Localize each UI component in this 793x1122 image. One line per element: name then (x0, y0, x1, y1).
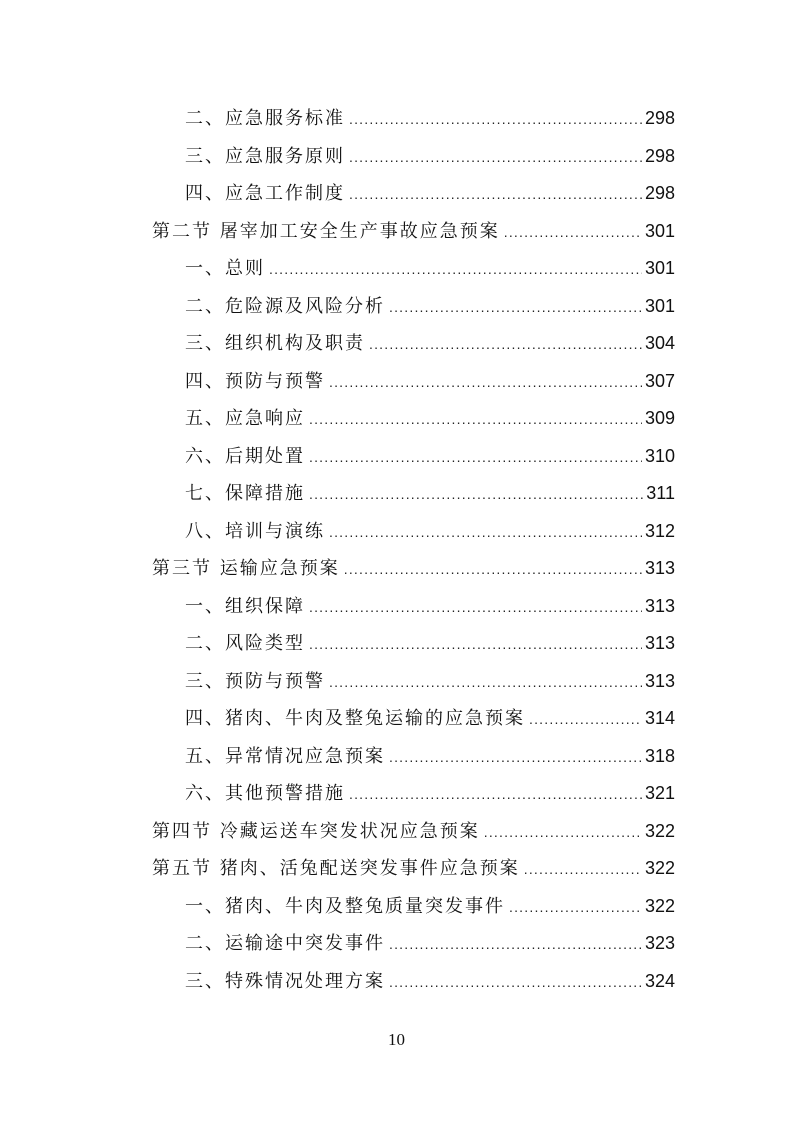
toc-leader-dots (389, 739, 642, 777)
toc-leader-dots (349, 101, 642, 139)
toc-subsection-entry[interactable] (152, 963, 675, 1001)
toc-entry-page: 301 (644, 295, 675, 316)
toc-entry-page: 313 (644, 633, 675, 653)
toc-entry-title: 四、应急工作制度 (185, 183, 345, 204)
toc-leader-dots (309, 476, 643, 514)
toc-subsection-entry[interactable] (152, 438, 675, 476)
toc-entry-page: 313 (644, 595, 675, 616)
toc-entry-title: 八、培训与演练 (185, 520, 325, 542)
toc-section-entry[interactable] (152, 213, 675, 251)
toc-leader-dots (329, 364, 642, 402)
toc-leader-dots (504, 214, 642, 252)
toc-entry-page: 313 (644, 558, 675, 578)
toc-entry-title: 六、后期处置 (185, 445, 305, 467)
toc-entry-page: 314 (644, 708, 675, 728)
toc-subsection-entry[interactable] (152, 400, 675, 438)
toc-entry-title: 三、组织机构及职责 (185, 333, 365, 354)
toc-leader-dots (349, 176, 642, 214)
toc-subsection-entry[interactable] (152, 663, 675, 701)
toc-subsection-entry[interactable] (152, 588, 675, 626)
toc-entry-title: 五、应急响应 (185, 408, 305, 429)
toc-entry-title: 三、预防与预警 (185, 670, 325, 692)
toc-subsection-entry[interactable] (152, 100, 675, 138)
toc-entry-title: 三、应急服务原则 (185, 145, 345, 167)
toc-entry-title: 第二节 屠宰加工安全生产事故应急预案 (152, 220, 500, 242)
toc-leader-dots (344, 551, 642, 589)
toc-entry-page: 324 (644, 970, 675, 991)
toc-section-entry[interactable] (152, 813, 675, 851)
toc-leader-dots (389, 964, 642, 1002)
toc-entry-page: 298 (644, 183, 675, 203)
toc-leader-dots (329, 514, 642, 552)
toc-entry-title: 七、保障措施 (185, 483, 305, 504)
toc-leader-dots (389, 289, 642, 327)
toc-entry-page: 312 (644, 520, 675, 541)
toc-entry-title: 第三节 运输应急预案 (152, 558, 340, 579)
toc-leader-dots (269, 251, 642, 289)
toc-leader-dots (309, 626, 642, 664)
toc-entry-title: 四、预防与预警 (185, 370, 325, 392)
toc-entry-title: 六、其他预警措施 (185, 783, 345, 804)
toc-entry-page: 310 (644, 445, 675, 466)
table-of-contents (152, 100, 675, 1000)
toc-leader-dots (484, 814, 642, 852)
toc-subsection-entry[interactable] (152, 363, 675, 401)
toc-entry-title: 三、特殊情况处理方案 (185, 970, 385, 992)
toc-entry-page: 298 (644, 145, 675, 166)
toc-subsection-entry[interactable] (152, 738, 675, 776)
toc-entry-page: 318 (644, 745, 675, 766)
toc-subsection-entry[interactable] (152, 625, 675, 663)
toc-entry-title: 一、总则 (185, 258, 265, 279)
toc-leader-dots (309, 439, 642, 477)
toc-entry-page: 301 (644, 258, 675, 278)
toc-entry-title: 第四节 冷藏运送车突发状况应急预案 (152, 820, 480, 842)
toc-entry-page: 304 (644, 333, 675, 353)
toc-entry-title: 一、组织保障 (185, 595, 305, 617)
toc-subsection-entry[interactable] (152, 325, 675, 363)
toc-leader-dots (529, 701, 642, 739)
page-number: 10 (388, 1030, 405, 1049)
toc-subsection-entry[interactable] (152, 288, 675, 326)
toc-entry-page: 311 (646, 483, 675, 503)
toc-entry-title: 第五节 猪肉、活兔配送突发事件应急预案 (152, 858, 520, 879)
toc-subsection-entry[interactable] (152, 925, 675, 963)
toc-section-entry[interactable] (152, 550, 675, 588)
toc-entry-page: 298 (644, 108, 675, 128)
toc-entry-title: 二、应急服务标准 (185, 108, 345, 129)
toc-leader-dots (309, 589, 642, 627)
toc-entry-title: 二、危险源及风险分析 (185, 295, 385, 317)
toc-subsection-entry[interactable] (152, 775, 675, 813)
toc-entry-page: 322 (644, 820, 675, 841)
toc-section-entry[interactable] (152, 850, 675, 888)
toc-entry-title: 五、异常情况应急预案 (185, 745, 385, 767)
toc-leader-dots (369, 326, 642, 364)
toc-subsection-entry[interactable] (152, 138, 675, 176)
toc-entry-page: 322 (644, 858, 675, 878)
toc-leader-dots (349, 139, 642, 177)
toc-leader-dots (389, 926, 642, 964)
toc-entry-page: 322 (644, 895, 675, 916)
toc-entry-page: 301 (644, 220, 675, 241)
toc-subsection-entry[interactable] (152, 175, 675, 213)
toc-subsection-entry[interactable] (152, 250, 675, 288)
toc-entry-title: 一、猪肉、牛肉及整兔质量突发事件 (185, 895, 505, 917)
toc-entry-title: 二、风险类型 (185, 633, 305, 654)
toc-entry-page: 321 (644, 783, 675, 803)
toc-subsection-entry[interactable] (152, 475, 675, 513)
toc-entry-page: 313 (644, 670, 675, 691)
toc-leader-dots (509, 889, 642, 927)
toc-subsection-entry[interactable] (152, 513, 675, 551)
toc-entry-title: 二、运输途中突发事件 (185, 933, 385, 954)
toc-entry-page: 309 (644, 408, 675, 428)
toc-subsection-entry[interactable] (152, 700, 675, 738)
toc-leader-dots (524, 851, 642, 889)
toc-entry-page: 307 (644, 370, 675, 391)
toc-subsection-entry[interactable] (152, 888, 675, 926)
toc-leader-dots (349, 776, 642, 814)
toc-leader-dots (309, 401, 642, 439)
toc-entry-title: 四、猪肉、牛肉及整兔运输的应急预案 (185, 708, 525, 729)
toc-leader-dots (329, 664, 642, 702)
toc-entry-page: 323 (644, 933, 675, 953)
